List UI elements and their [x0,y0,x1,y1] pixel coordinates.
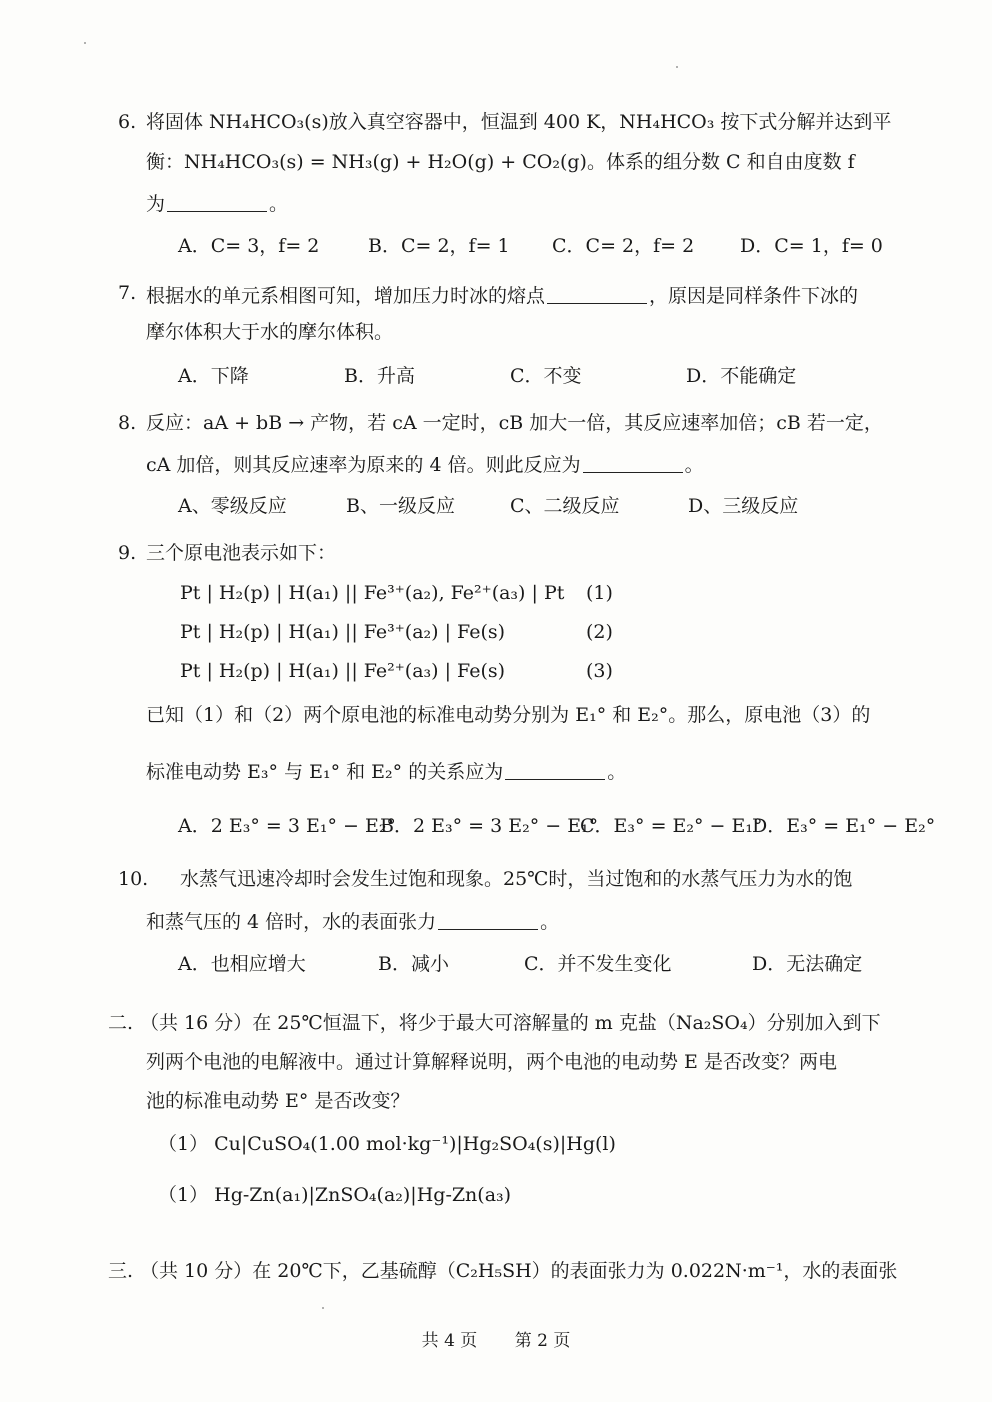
q8-option-a: A、零级反应 [178,495,287,517]
q8-line2 [146,453,704,475]
q6-line3 [146,192,288,214]
q9-number: 9. [118,542,137,564]
sec2-cell-2: （1） Hg-Zn(a₁)|ZnSO₄(a₂)|Hg-Zn(a₃) [158,1184,512,1206]
q7-line1-pre: 根据水的单元系相图可知，增加压力时冰的熔点 [146,285,546,307]
q9-line-b-pre: 标准电动势 E₃° 与 E₁° 和 E₂° 的关系应为 [146,761,504,783]
sec3-line1: （共 10 分）在 20℃下，乙基硫醇（C₂H₅SH）的表面张力为 0.022N·m⁻¹，水的表面张 [140,1260,898,1282]
q7-number: 7. [118,282,137,304]
scan-speck [322,1307,324,1309]
q8-option-c: C、二级反应 [510,495,620,517]
sec2-number: 二. [108,1012,134,1034]
q6-option-d: D．C= 1，f= 0 [740,235,883,257]
q10-options [178,949,898,973]
sec3-number: 三. [108,1260,134,1282]
q10-line2 [146,910,559,932]
footer-total-pages: 共 4 页 [421,1331,478,1351]
q7-option-c: C．不变 [510,365,582,387]
sec2-line3: 池的标准电动势 E° 是否改变？ [146,1090,410,1112]
q9-cell-3: Pt | H₂(p) | H(a₁) || Fe²⁺(a₃) | Fe(s) [180,660,506,682]
q7-option-d: D．不能确定 [686,365,797,387]
scan-speck [676,66,678,68]
q9-line-b-post: 。 [607,761,627,783]
q6-line3-pre: 为 [146,193,166,215]
q9-answer-blank [505,760,605,780]
q6-number: 6. [118,111,137,133]
q6-answer-blank [167,192,267,212]
sec2-line2: 列两个电池的电解液中。通过计算解释说明，两个电池的电动势 E 是否改变？两电 [146,1051,837,1073]
q10-option-b: B．减小 [378,953,449,975]
q6-option-c: C．C= 2，f= 2 [552,235,695,257]
q7-option-b: B．升高 [344,365,415,387]
sec2-cell-1: （1） Cu|CuSO₄(1.00 mol·kg⁻¹)|Hg₂SO₄(s)|Hg(l) [158,1133,616,1155]
q6-options [178,231,898,255]
q8-answer-blank [583,453,683,473]
q8-line2-pre: cA 加倍，则其反应速率为原来的 4 倍。则此反应为 [146,454,581,476]
q9-line-a: 已知（1）和（2）两个原电池的标准电动势分别为 E₁° 和 E₂°。那么，原电池（3）的 [146,704,871,726]
q7-option-a: A．下降 [178,365,249,387]
q10-option-c: C．并不发生变化 [524,953,672,975]
q6-option-a: A．C= 3，f= 2 [178,235,320,257]
q9-option-d: D．E₃° = E₁° − E₂° [752,815,936,837]
q8-options [178,491,898,515]
q10-option-a: A．也相应增大 [178,953,306,975]
q6-line3-post: 。 [269,193,289,215]
q8-number: 8. [118,412,137,434]
q7-answer-blank [547,284,647,304]
page-footer [0,1326,992,1351]
q10-answer-blank [438,910,538,930]
q10-option-d: D．无法确定 [752,953,863,975]
sec2-line1: （共 16 分）在 25℃恒温下，将少于最大可溶解量的 m 克盐（Na₂SO₄）分别加入到下 [140,1012,881,1034]
q9-option-c: C．E₃° = E₂° − E₁° [580,815,763,837]
q10-line2-post: 。 [540,911,560,933]
q9-cell-2: Pt | H₂(p) | H(a₁) || Fe³⁺(a₂) | Fe(s) [180,621,506,643]
q9-line-b [146,760,626,782]
q9-options [178,811,936,837]
q9-option-b: B．2 E₃° = 3 E₂° − E₁° [380,815,599,837]
q10-line1: 水蒸气迅速冷却时会发生过饱和现象。25℃时，当过饱和的水蒸气压力为水的饱 [180,868,853,890]
q10-number: 10. [118,868,149,890]
q9-cell-2-label: (2) [586,621,613,643]
q9-cell-3-label: (3) [586,660,613,682]
q9-cell-1: Pt | H₂(p) | H(a₁) || Fe³⁺(a₂), Fe²⁺(a₃) | Pt [180,582,565,604]
q6-option-b: B．C= 2，f= 1 [368,235,510,257]
scan-speck [84,42,86,44]
q9-option-a: A．2 E₃° = 3 E₁° − E₂° [178,815,396,837]
q10-line2-pre: 和蒸气压的 4 倍时，水的表面张力 [146,911,437,933]
q7-line1 [146,284,858,306]
q9-intro: 三个原电池表示如下： [146,542,337,564]
q8-line2-post: 。 [684,454,704,476]
q8-option-b: B、一级反应 [346,495,455,517]
q7-line2: 摩尔体积大于水的摩尔体积。 [146,321,394,343]
q6-line1: 将固体 NH₄HCO₃(s)放入真空容器中，恒温到 400 K，NH₄HCO₃ 按下式分解并达到平 [146,111,892,133]
q6-line2: 衡：NH₄HCO₃(s) = NH₃(g) + H₂O(g) + CO₂(g)。体系的组分数 C 和自由度数 f [146,151,855,173]
q7-line1-post: ，原因是同样条件下冰的 [649,285,859,307]
q9-cell-1-label: (1) [586,582,613,604]
q8-option-d: D、三级反应 [688,495,799,517]
q8-line1: 反应：aA + bB → 产物，若 cA 一定时，cB 加大一倍，其反应速率加倍；cB 若一定， [146,412,883,434]
footer-page-number: 第 2 页 [514,1331,571,1351]
q7-options [178,361,898,385]
